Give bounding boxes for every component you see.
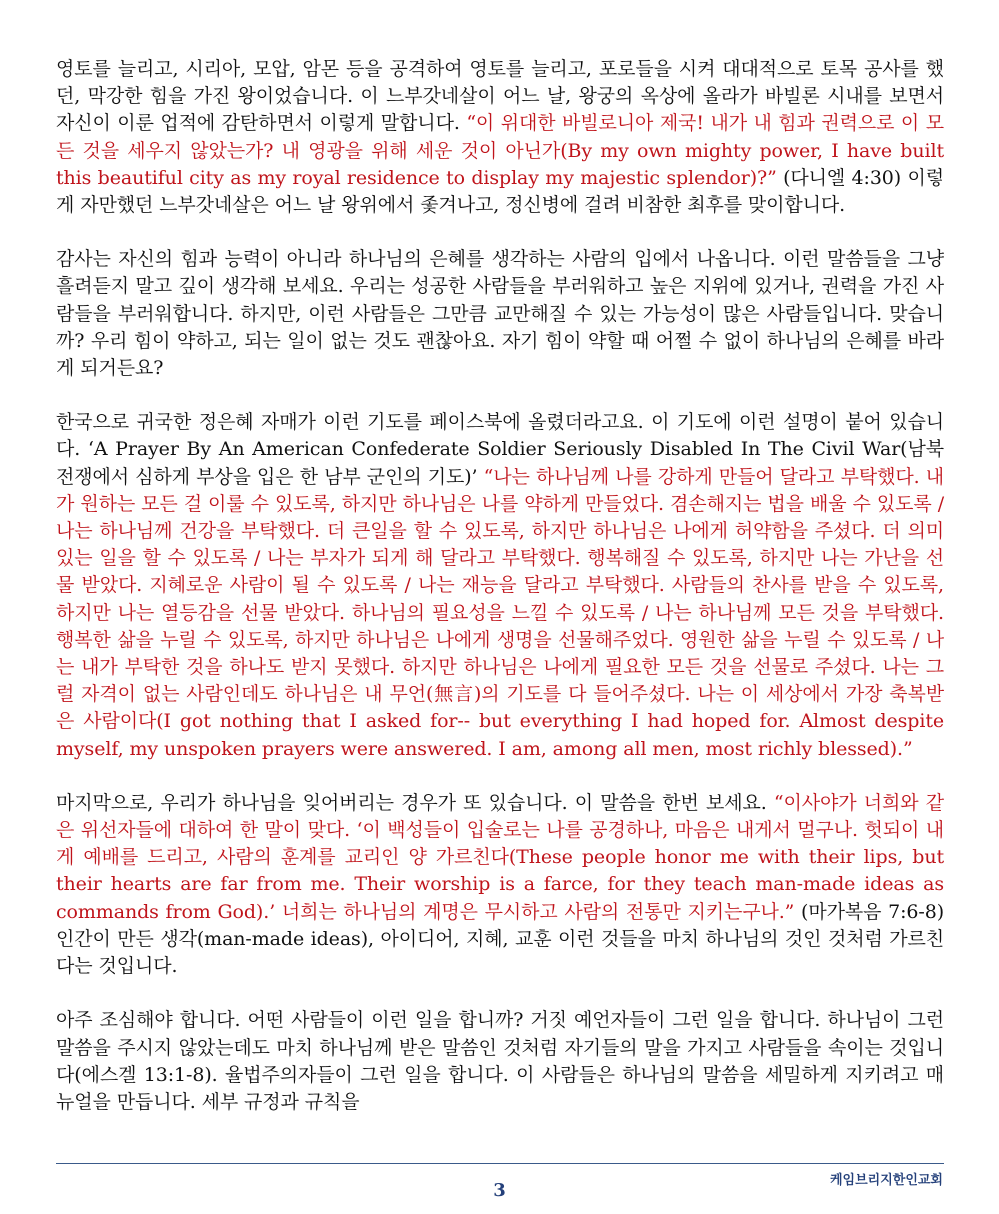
paragraph-gratitude xyxy=(56,246,944,382)
paragraph-mark xyxy=(56,790,944,980)
body-text xyxy=(56,56,944,1143)
paragraph-nebuchadnezzar xyxy=(56,56,944,219)
paragraph-text: 감사는 자신의 힘과 능력이 아니라 하나님의 은혜를 생각하는 사람의 입에서 나옵니다. 이런 말씀들을 그냥 흘려듣지 말고 깊이 생각해 보세요. 우리는 성공한 사람들을 부러워하고 높은 지위에 있거나, 권력을 가진 사람들을 부러워합니다. 하지만, 이런 사람들은 그만큼 교만해질 수 있는 가능성이 많은 사람들입니다. 맞습니까? 우리 힘이 약하고, 되는 일이 없는 것도 괜찮아요. 자기 힘이 약할 때 어쩔 수 없이 하나님의 은혜를 바라게 되거든요? xyxy=(56,248,944,380)
church-name: 케임브리지한인교회 xyxy=(829,1173,943,1188)
page-number: 3 xyxy=(493,1180,506,1201)
quote-prayer: “나는 하나님께 나를 강하게 만들어 달라고 부탁했다. 내가 원하는 모든 걸 이룰 수 있도록, 하지만 하나님은 나를 약하게 만들었다. 겸손해지는 법을 배울 수 있도록 / 나는 하나님께 건강을 부탁했다. 더 큰일을 할 수 있도록, 하지만 하나님은 나에게 허약함을 주셨다. 더 의미있는 일을 할 수 있도록 / 나는 부자가 되게 해 달라고 부탁했다. 행복해질 수 있도록, 하지만 나는 가난을 선물 받았다. 지혜로운 사람이 될 수 있도록 / 나는 재능을 달라고 부탁했다. 사람들의 찬사를 받을 수 있도록, 하지만 나는 열등감을 선물 받았다. 하나님의 필요성을 느낄 수 있도록 / 나는 하나님께 모든 것을 부탁했다. 행복한 삶을 누릴 수 있도록, 하지만 하나님은 나에게 생명을 선물해주었다. 영원한 삶을 누릴 수 있도록 / 나는 내가 부탁한 것을 하나도 받지 못했다. 하지만 하나님은 나에게 필요한 모든 것을 선물로 주셨다. 나는 그럴 자격이 없는 사람인데도 하나님은 내 무언(無言)의 기도를 다 들어주셨다. 나는 이 세상에서 가장 축복받은 사람이다(I got nothing that I asked for-- but everything I had hoped for. Almost despite myself, my unspoken prayers were answered. I am, among all men, most richly blessed).” xyxy=(56,465,944,760)
paragraph-text: 영토를 늘리고, 시리아, 모압, 암몬 등을 공격하여 영토를 늘리고, 포로들을 시켜 대대적으로 토목 공사를 했던, 막강한 힘을 가진 왕이었습니다. 이 느부갓네살이 어느 날, 왕궁의 옥상에 올라가 바빌론 시내를 보면서 자신이 이룬 업적에 감탄하면서 이렇게 말합니다. xyxy=(56,58,944,135)
paragraph-text: (다니엘 4:30) 이렇게 자만했던 느부갓네살은 어느 날 왕위에서 좇겨나고, 정신병에 걸려 비참한 최후를 맞이합니다. xyxy=(56,166,944,217)
paragraph-text: 아주 조심해야 합니다. 어떤 사람들이 이런 일을 합니까? 거짓 예언자들이 그런 일을 합니다. 하나님이 그런 말씀을 주시지 않았는데도 마치 하나님께 받은 말씀인 것처럼 자기들의 말을 가지고 사람들을 속이는 것입니다(에스겔 13:1-8). 율법주의자들이 그런 일을 합니다. 이 사람들은 하나님의 말씀을 세밀하게 지키려고 매뉴얼을 만듭니다. 세부 규정과 규칙을 xyxy=(56,1009,944,1113)
quote-mark: “이사야가 너희와 같은 위선자들에 대하여 한 말이 맞다. ‘이 백성들이 입술로는 나를 공경하나, 마음은 내게서 멀구나. 헛되이 내게 예배를 드리고, 사람의 훈계를 교리인 양 가르친다(These people honor me with their lips, but their hearts are far from me. Their worship is a farce, for they teach man-made ideas as commands from God).’ 너희는 하나님의 계명은 무시하고 사람의 전통만 지키는구나.” xyxy=(56,791,944,923)
paragraph-text: 한국으로 귀국한 정은혜 자매가 이런 기도를 페이스북에 올렸더라고요. 이 기도에 이런 설명이 붙어 있습니다. ‘A Prayer By An American Confederate Soldier Seriously Disabled In The Civil War(남북 전쟁에서 심하게 부상을 입은 한 남부 군인의 기도)’ xyxy=(56,411,944,488)
paragraph-false-prophets xyxy=(56,1007,944,1116)
quote-daniel: “이 위대한 바빌로니아 제국! 내가 내 힘과 권력으로 이 모든 것을 세우지 않았는가? 내 영광을 위해 세운 것이 아닌가(By my own mighty power, I have built this beautiful city as my royal residence to display my majestic splendor)?” xyxy=(56,112,944,189)
paragraph-text: 마지막으로, 우리가 하나님을 잊어버리는 경우가 또 있습니다. 이 말씀을 한번 보세요. xyxy=(56,791,774,814)
paragraph-text: (마가복음 7:6-8) 인간이 만든 생각(man-made ideas), 아이디어, 지혜, 교훈 이런 것들을 마치 하나님의 것인 것처럼 가르친다는 것입니다. xyxy=(56,900,945,978)
paragraph-soldier-prayer xyxy=(56,409,944,763)
footer-divider xyxy=(56,1163,944,1164)
